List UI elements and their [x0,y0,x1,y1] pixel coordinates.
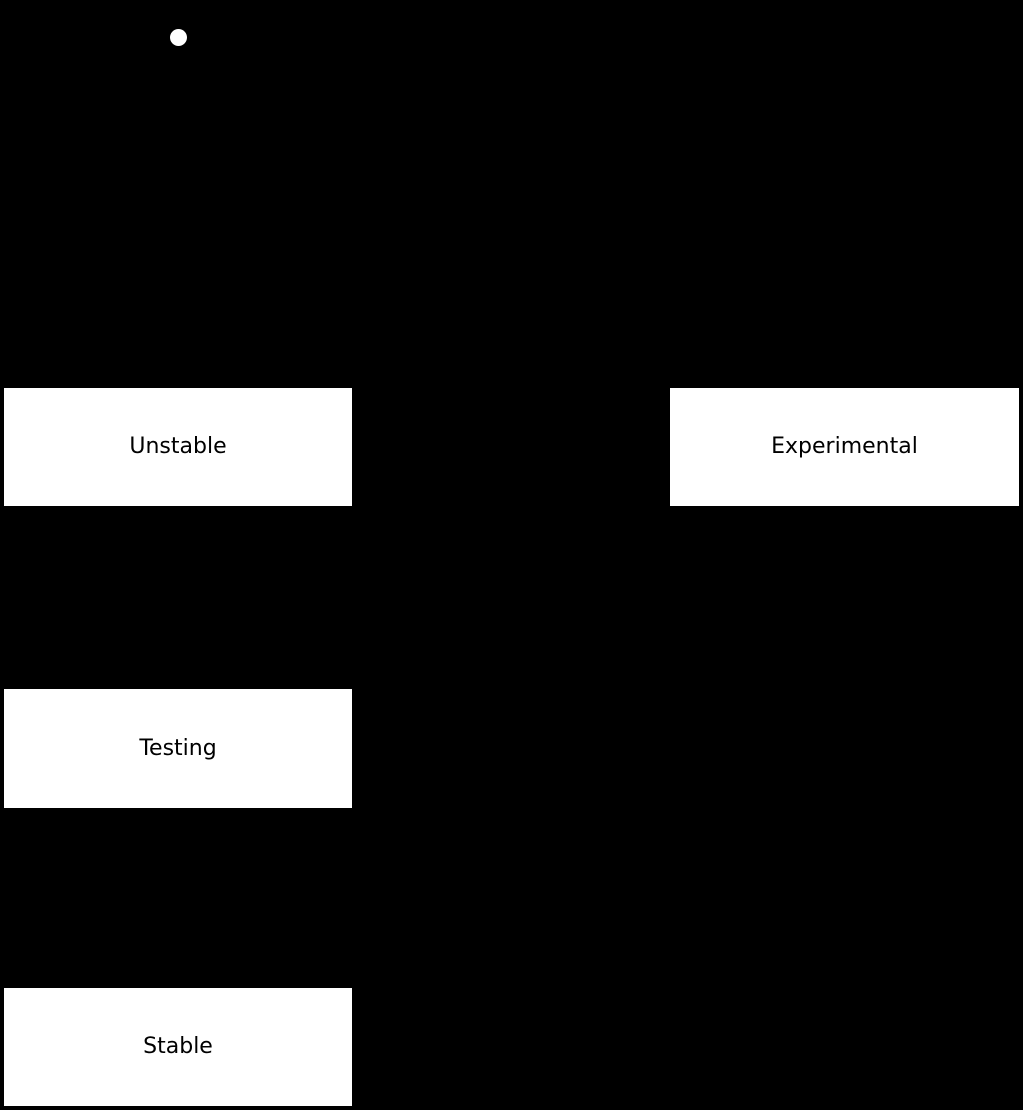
node-testing[interactable] [4,689,352,808]
node-testing-label: Testing [139,735,217,761]
node-stable[interactable] [4,988,352,1106]
node-experimental-label: Experimental [771,434,918,459]
node-experimental[interactable] [670,388,1019,506]
node-unstable-label: Unstable [129,434,227,459]
node-stable-label: Stable [143,1034,213,1059]
node-unstable[interactable] [4,388,352,506]
status-dot-icon [170,29,187,46]
